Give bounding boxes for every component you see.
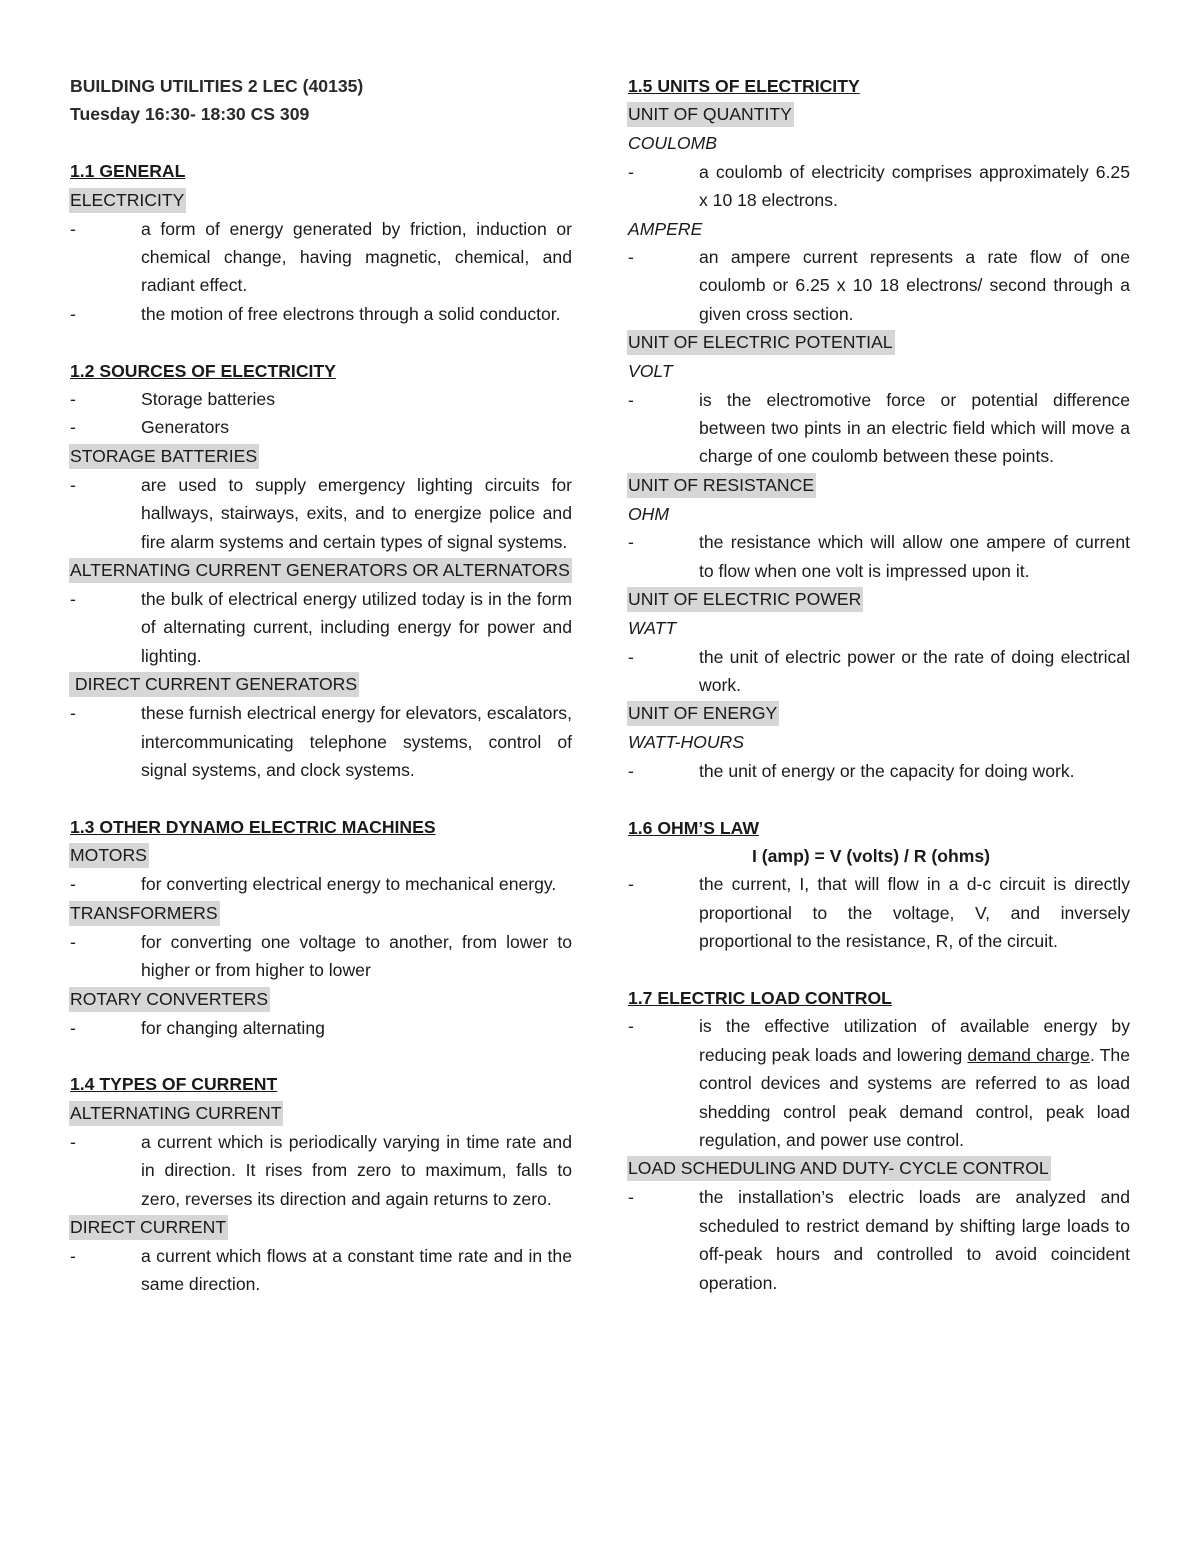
unit-watt-hours: WATT-HOURS [628, 732, 744, 753]
list-item: - these furnish electrical energy for elevators, escalators, intercommunicating telephone systems, control of signal systems, and clock systems. [70, 703, 572, 781]
label-load-scheduling: LOAD SCHEDULING AND DUTY- CYCLE CONTROL [627, 1156, 1051, 1181]
label-storage-batteries: STORAGE BATTERIES [69, 444, 259, 469]
list-item: - a coulomb of electricity comprises approximately 6.25 x 10 18 electrons. [628, 161, 1130, 211]
ohms-law-formula: I (amp) = V (volts) / R (ohms) [752, 845, 991, 866]
right-column [628, 72, 1130, 1297]
label-transformers: TRANSFORMERS [69, 901, 220, 926]
section-1-2-title: 1.2 SOURCES OF ELECTRICITY [70, 360, 336, 381]
label-dc-generators: DIRECT CURRENT GENERATORS [69, 672, 359, 697]
unit-volt: VOLT [628, 361, 673, 382]
section-1-6-title: 1.6 OHM’S LAW [628, 817, 759, 838]
section-1-5-title: 1.5 UNITS OF ELECTRICITY [628, 76, 860, 96]
left-column [70, 72, 572, 1299]
course-schedule: Tuesday 16:30- 18:30 CS 309 [70, 104, 310, 125]
label-direct-current: DIRECT CURRENT [69, 1215, 228, 1240]
list-item: - are used to supply emergency lighting circuits for hallways, stairways, exits, and to energize police and fire alarm systems and certain types of signal systems. [70, 474, 572, 552]
list-item: - the current, I, that will flow in a d-c circuit is directly proportional to the voltage, V, and inversely proportional to the resistance, R, of the circuit. [628, 874, 1130, 952]
list-item: - for converting electrical energy to mechanical energy. [70, 874, 557, 895]
list-item: - Storage batteries [70, 389, 275, 410]
label-electricity: ELECTRICITY [69, 188, 186, 213]
label-unit-of-energy: UNIT OF ENERGY [627, 701, 779, 726]
label-unit-of-resistance: UNIT OF RESISTANCE [627, 473, 816, 498]
unit-watt: WATT [628, 618, 677, 639]
demand-charge-term: demand charge [967, 1044, 1090, 1065]
list-item: - the unit of energy or the capacity for doing work. [628, 760, 1075, 781]
section-1-3-title: 1.3 OTHER DYNAMO ELECTRIC MACHINES [70, 816, 436, 837]
list-item: - is the electromotive force or potential difference between two pints in an electric field which will move a charge of one coulomb between these points. [628, 389, 1130, 467]
list-item: - the bulk of electrical energy utilized today is in the form of alternating current, including energy for power and lighting. [70, 589, 572, 666]
label-unit-of-electric-power: UNIT OF ELECTRIC POWER [627, 587, 863, 612]
label-motors: MOTORS [69, 843, 149, 868]
label-rotary-converters: ROTARY CONVERTERS [69, 987, 270, 1012]
list-item: - for changing alternating [70, 1017, 325, 1038]
list-item: - for converting one voltage to another, from lower to higher or from higher to lower [70, 931, 572, 981]
list-item: - a form of energy generated by friction, induction or chemical change, having magnetic, chemical, and radiant effect. [70, 218, 572, 296]
section-1-7-title: 1.7 ELECTRIC LOAD CONTROL [628, 987, 892, 1008]
label-alternating-current: ALTERNATING CURRENT [69, 1101, 283, 1126]
list-item: - a current which flows at a constant time rate and in the same direction. [70, 1245, 572, 1295]
list-item: - the motion of free electrons through a solid conductor. [70, 303, 561, 324]
unit-ohm: OHM [628, 503, 670, 524]
list-item: - a current which is periodically varying in time rate and in direction. It rises from zero to maximum, falls to zero, reverses its direction and again returns to zero. [70, 1131, 572, 1209]
list-item: - is the effective utilization of available energy by reducing peak loads and lowering demand charge. The control devices and systems are referred to as load shedding control peak demand control, peak load regulation, and power use control. [628, 1016, 1130, 1150]
list-item: - the unit of electric power or the rate of doing electrical work. [628, 646, 1130, 695]
section-1-4-title: 1.4 TYPES OF CURRENT [70, 1074, 278, 1095]
label-ac-generators: ALTERNATING CURRENT GENERATORS OR ALTERNATORS [69, 558, 572, 583]
list-item: - Generators [70, 417, 230, 438]
unit-coulomb: COULOMB [628, 133, 717, 154]
label-unit-of-electric-potential: UNIT OF ELECTRIC POTENTIAL [627, 330, 895, 355]
section-1-1-title: 1.1 GENERAL [70, 161, 186, 182]
course-title: BUILDING UTILITIES 2 LEC (40135) [70, 76, 364, 96]
label-unit-of-quantity: UNIT OF QUANTITY [627, 102, 794, 127]
list-item: - the resistance which will allow one ampere of current to flow when one volt is impressed upon it. [628, 532, 1130, 581]
unit-ampere: AMPERE [628, 218, 703, 239]
list-item: - the installation’s electric loads are analyzed and scheduled to restrict demand by shifting large loads to off-peak hours and controlled to avoid coincident operation. [628, 1187, 1130, 1293]
list-item: - an ampere current represents a rate flow of one coulomb or 6.25 x 10 18 electrons/ second through a given cross section. [628, 247, 1130, 324]
